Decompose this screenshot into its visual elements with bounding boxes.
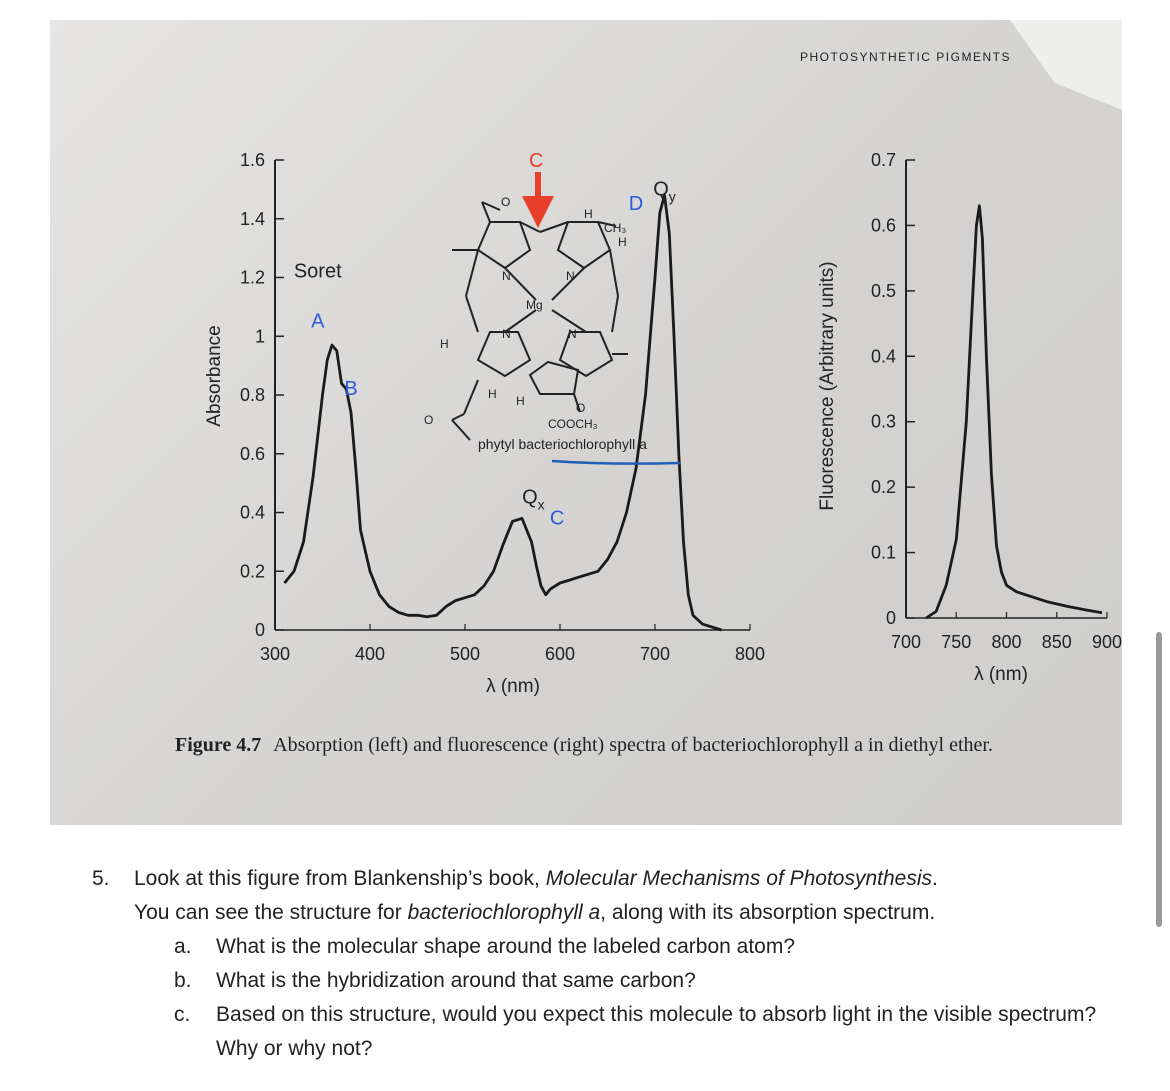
question-number: 5. xyxy=(92,867,110,890)
part-b-text: What is the hybridization around that same carbon? xyxy=(216,969,696,992)
question-intro-before: Look at this figure from Blankenship’s book, xyxy=(134,867,546,890)
y-tick-label: 0.4 xyxy=(239,502,265,523)
peak-annotation: $Q_x$ xyxy=(522,486,545,513)
arrow-head xyxy=(522,196,554,228)
phytyl-bond xyxy=(452,420,470,440)
scrollbar[interactable] xyxy=(1156,632,1162,927)
question-part-b xyxy=(92,964,1132,998)
y-tick-label: 0.4 xyxy=(870,346,896,367)
oxygen-label-3: O xyxy=(576,401,586,415)
methyl-label: CH₃ xyxy=(604,221,627,235)
fluorescence-axis-title: Fluorescence (Arbitrary units) xyxy=(817,261,838,511)
x-tick-label: 850 xyxy=(1041,632,1072,652)
page-header: PHOTOSYNTHETIC PIGMENTS xyxy=(800,50,1011,64)
question-intro-after: . xyxy=(932,867,938,890)
oxygen-label-1: O xyxy=(501,195,511,209)
fluorescence-x-axis-title: λ (nm) xyxy=(974,664,1028,685)
ester-label: COOCH₃ xyxy=(548,417,598,431)
y-tick-label: 0.5 xyxy=(870,280,896,301)
peak-annotation: $Q_y$ xyxy=(653,178,676,205)
carbon-pointer-arrow xyxy=(522,150,554,228)
molecule-name: phytyl bacteriochlorophyll a xyxy=(478,436,647,452)
figure-caption xyxy=(175,734,993,756)
y-tick-label: 0.2 xyxy=(239,561,265,582)
x-tick-label: 900 xyxy=(1091,632,1123,652)
methine-bridge-right-2 xyxy=(612,296,618,332)
peak-annotation: Soret xyxy=(293,260,342,283)
y-tick-label: 1.6 xyxy=(239,150,265,170)
methine-bridge-left-2 xyxy=(466,296,478,332)
question-intro xyxy=(92,862,1132,896)
question-line2-after: , along with its absorption spectrum. xyxy=(600,901,936,924)
carbon-label: C xyxy=(529,150,544,172)
y-tick-label: 0.6 xyxy=(870,215,896,236)
pyrrole-ring-1 xyxy=(478,222,530,268)
ester-chain xyxy=(464,380,478,414)
y-tick-label: 0.1 xyxy=(870,542,896,563)
methine-bridge-left xyxy=(466,250,478,296)
x-tick-label: 750 xyxy=(941,632,972,652)
arrow-shaft xyxy=(535,172,541,198)
question-part-c xyxy=(92,998,1132,1066)
part-c-label: c. xyxy=(174,1003,191,1026)
part-c-text: Based on this structure, would you expect this molecule to absorb light in the visible spectrum? Why or why not? xyxy=(216,1003,1097,1060)
molecule-name-underline xyxy=(552,461,680,464)
h-label-1: H xyxy=(584,207,593,221)
part-a-text: What is the molecular shape around the labeled carbon atom? xyxy=(216,935,796,958)
part-a-label: a. xyxy=(174,935,192,958)
pyrrole-ring-2 xyxy=(558,222,610,268)
x-tick-label: 700 xyxy=(639,644,671,664)
peak-annotation: D xyxy=(628,192,644,215)
y-tick-label: 0.2 xyxy=(870,477,896,498)
caption-body: Absorption (left) and fluorescence (right) spectra of bacteriochlorophyll a in diethyl ether. xyxy=(273,734,993,756)
h-label-3: H xyxy=(440,337,449,351)
mg-label: Mg xyxy=(526,298,543,312)
question-block xyxy=(92,862,1132,1066)
absorbance-x-axis-title: λ (nm) xyxy=(486,676,540,697)
oxygen-label-2: O xyxy=(424,413,434,427)
methine-bridge-right xyxy=(610,250,618,296)
question-line2-before: You can see the structure for xyxy=(134,901,408,924)
caption-label: Figure 4.7 xyxy=(175,734,262,756)
x-tick-label: 500 xyxy=(449,644,481,664)
n-label-4: N xyxy=(568,327,577,341)
caption-text xyxy=(175,734,993,756)
y-tick-label: 0.7 xyxy=(870,150,896,170)
y-tick-label: 0 xyxy=(254,620,265,640)
n-label-1: N xyxy=(502,269,511,283)
question-line-2 xyxy=(92,896,1132,930)
y-tick-label: 1.2 xyxy=(239,267,265,288)
n-label-2: N xyxy=(566,269,575,283)
x-tick-label: 800 xyxy=(734,644,766,664)
molecule-name-italic: bacteriochlorophyll a xyxy=(407,901,601,924)
y-tick-label: 0.8 xyxy=(239,385,265,405)
peak-annotation: B xyxy=(344,378,358,400)
h-label-5: H xyxy=(516,394,525,408)
n-label-3: N xyxy=(502,327,511,341)
methine-bridge-top-2 xyxy=(540,222,568,232)
absorbance-axis-title: Absorbance xyxy=(204,325,225,427)
h-label-4: H xyxy=(488,387,497,401)
y-tick-label: 0.3 xyxy=(870,411,896,432)
y-tick-label: 0.6 xyxy=(239,443,265,464)
peak-annotation: C xyxy=(549,507,565,530)
absorption-spectrum-line xyxy=(285,192,722,630)
book-title: Molecular Mechanisms of Photosynthesis xyxy=(545,867,933,890)
fluorescence-spectrum-line xyxy=(926,206,1102,618)
y-tick-label: 1 xyxy=(254,326,265,347)
x-tick-label: 400 xyxy=(354,644,386,664)
y-tick-label: 1.4 xyxy=(239,208,265,229)
h-label-2: H xyxy=(618,235,627,249)
x-tick-label: 800 xyxy=(991,632,1022,652)
x-tick-label: 600 xyxy=(544,644,576,664)
ester-chain-2 xyxy=(452,414,464,420)
y-tick-label: 0 xyxy=(885,608,896,628)
x-tick-label: 300 xyxy=(259,644,291,664)
absorption-chart xyxy=(204,150,765,697)
x-tick-label: 700 xyxy=(890,632,922,652)
fluorescence-chart xyxy=(817,150,1122,685)
peak-annotation: A xyxy=(311,310,325,333)
question-part-a xyxy=(92,930,1132,964)
part-b-label: b. xyxy=(174,969,192,992)
